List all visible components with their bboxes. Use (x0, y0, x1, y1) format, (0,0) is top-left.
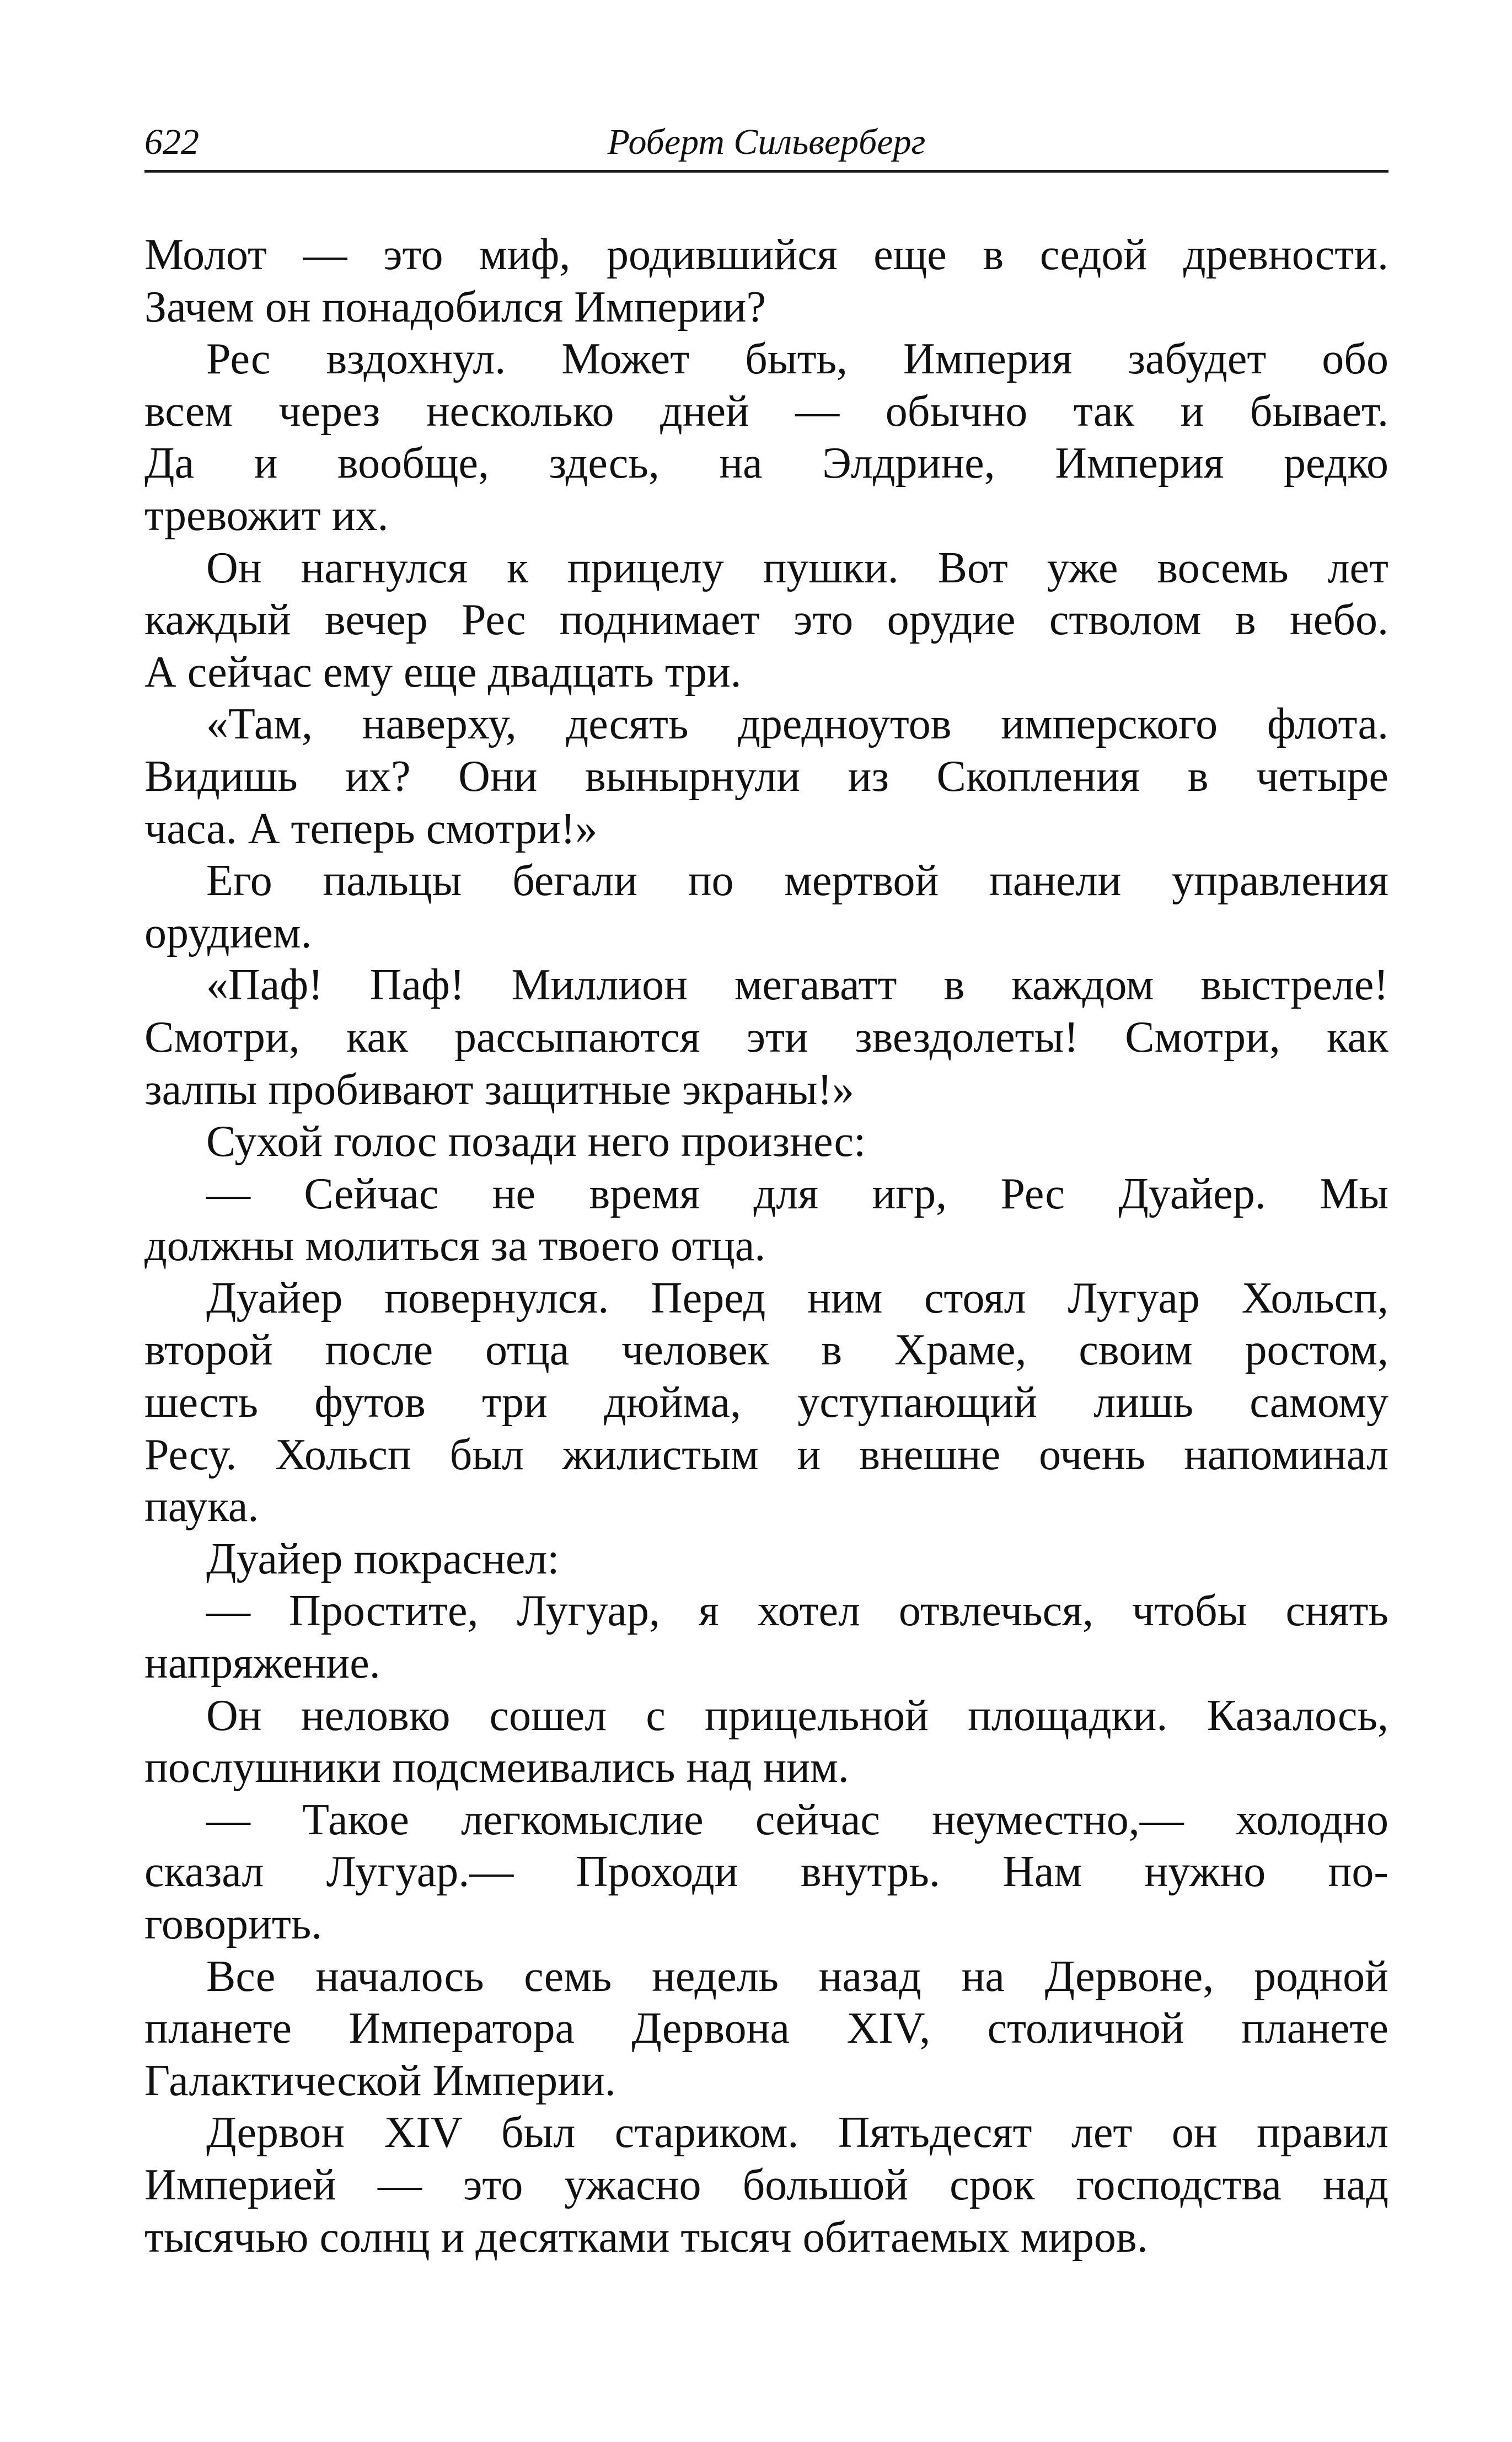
text-line: Все началось семь недель назад на Дервоне, родной (206, 1952, 1388, 2001)
paragraph (144, 1533, 1388, 1586)
text-line: каждый вечер Рес поднимает это орудие стволом в небо. (144, 596, 1388, 645)
text-line: паука. (144, 1482, 259, 1531)
text-line: Он неловко сошел с прицельной площадки. Казалось, (206, 1691, 1388, 1740)
text-line: должны молиться за твоего отца. (144, 1222, 766, 1271)
paragraph (144, 1116, 1388, 1168)
text-line: напряжение. (144, 1639, 380, 1688)
text-line: часа. А теперь смотри!» (144, 804, 598, 853)
text-line: Дервон XIV был стариком. Пятьдесят лет он правил (206, 2108, 1388, 2157)
text-line: орудием. (144, 908, 312, 957)
text-line: «Паф! Паф! Миллион мегаватт в каждом выстреле! (206, 961, 1388, 1010)
text-line: — Простите, Лугуар, я хотел отвлечься, чтобы снять (206, 1587, 1388, 1636)
paragraph (144, 959, 1388, 1116)
paragraph (144, 2107, 1388, 2263)
text-line: Его пальцы бегали по мертвой панели управления (206, 856, 1388, 906)
text-line: — Сейчас не время для игр, Рес Дуайер. Мы (206, 1169, 1388, 1218)
text-line: залпы пробивают защитные экраны!» (144, 1065, 854, 1114)
text-line: Дуайер повернулся. Перед ним стоял Лугуар Хольсп, (206, 1273, 1388, 1322)
paragraph (144, 333, 1388, 542)
text-line: Дуайер покраснел: (206, 1534, 560, 1583)
paragraph (144, 1794, 1388, 1951)
text-line: Империей — это ужасно большой срок господства над (144, 2160, 1388, 2209)
paragraph (144, 1951, 1388, 2107)
text-line: Сухой голос позади него произнес: (206, 1117, 866, 1166)
running-header (144, 120, 1388, 173)
body-text (144, 229, 1388, 2263)
paragraph (144, 698, 1388, 855)
text-line: послушники подсмеивались над ним. (144, 1743, 849, 1792)
text-line: тысячью солнц и десятками тысяч обитаемых миров. (144, 2213, 1148, 2262)
text-line: тревожит их. (144, 491, 389, 540)
text-line: сказал Лугуар.— Проходи внутрь. Нам нужно по- (144, 1847, 1388, 1897)
text-line: Зачем он понадобился Империи? (144, 282, 766, 331)
page-number: 622 (144, 122, 199, 162)
text-line: всем через несколько дней — обычно так и бывает. (144, 387, 1388, 436)
paragraph (144, 1272, 1388, 1533)
text-line: говорить. (144, 1900, 323, 1948)
text-line: Галактической Империи. (144, 2056, 616, 2105)
text-line: второй после отца человек в Храме, своим ростом, (144, 1326, 1388, 1375)
paragraph (144, 1690, 1388, 1794)
text-line: Смотри, как рассыпаются эти звездолеты! Смотри, как (144, 1013, 1388, 1062)
text-line: Ресу. Хольсп был жилистым и внешне очень напоминал (144, 1430, 1388, 1479)
text-line: А сейчас ему еще двадцать три. (144, 647, 742, 697)
text-line: шесть футов три дюйма, уступающий лишь самому (144, 1378, 1388, 1427)
text-line: Рес вздохнул. Может быть, Империя забудет обо (206, 335, 1388, 384)
text-line: планете Императора Дервона XIV, столичной планете (144, 2004, 1388, 2053)
paragraph (144, 1585, 1388, 1689)
paragraph (144, 229, 1388, 333)
text-line: «Там, наверху, десять дредноутов имперского флота. (206, 700, 1388, 749)
paragraph (144, 1168, 1388, 1272)
paragraph (144, 855, 1388, 959)
text-line: Видишь их? Они вынырнули из Скопления в четыре (144, 752, 1388, 801)
running-title: Роберт Сильверберг (607, 122, 926, 162)
text-line: Он нагнулся к прицелу пушки. Вот уже восемь лет (206, 543, 1388, 592)
text-line: Молот — это миф, родившийся еще в седой древности. (144, 231, 1388, 279)
text-line: Да и вообще, здесь, на Элдрине, Империя редко (144, 439, 1388, 488)
text-line: — Такое легкомыслие сейчас неуместно,— холодно (206, 1795, 1388, 1844)
paragraph (144, 542, 1388, 699)
